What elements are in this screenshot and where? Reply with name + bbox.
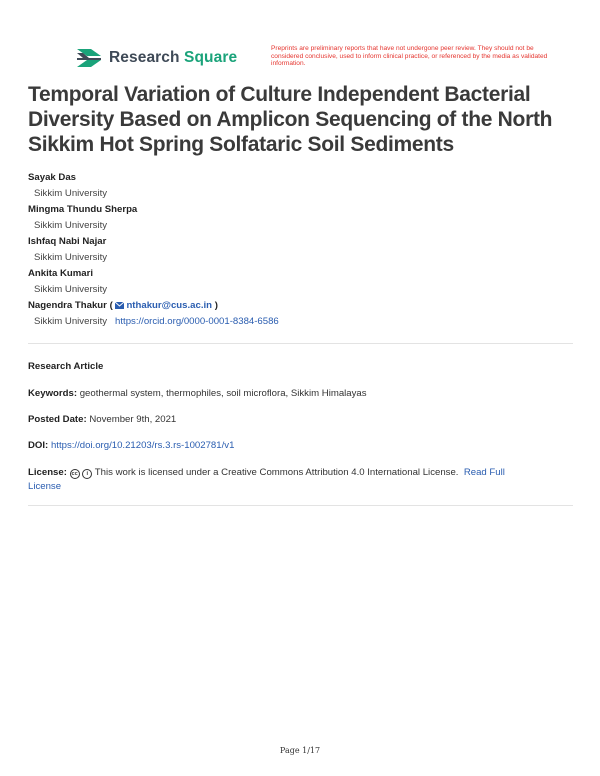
- keywords-label: Keywords:: [28, 388, 78, 399]
- keywords-value: geothermal system, thermophiles, soil microflora, Sikkim Himalayas: [79, 388, 367, 399]
- doi-line: [28, 439, 573, 453]
- author-affiliation: Sikkim University: [34, 252, 108, 263]
- author-name: Sayak Das: [28, 172, 77, 183]
- doi-link[interactable]: https://doi.org/10.21203/rs.3.rs-1002781/v1: [50, 440, 235, 451]
- posted-date-label: Posted Date:: [28, 414, 87, 425]
- article-type: Research Article: [28, 361, 104, 372]
- email-address: nthakur@cus.ac.in: [126, 300, 213, 311]
- license-label: License:: [28, 467, 67, 478]
- license-text: This work is licensed under a Creative Commons Attribution 4.0 International License.: [94, 467, 459, 478]
- corresponding-author-name-line: [28, 298, 573, 314]
- keywords-line: [28, 387, 573, 401]
- divider: [28, 505, 573, 506]
- page-header: [0, 40, 600, 80]
- paren-close: ): [212, 300, 218, 311]
- page-number: Page 1/17: [279, 746, 321, 755]
- mail-icon: [115, 302, 124, 309]
- research-square-logo[interactable]: [75, 47, 237, 69]
- author-entry: [28, 202, 573, 234]
- author-affiliation: Sikkim University: [34, 316, 108, 327]
- research-square-logo-icon: [75, 47, 103, 69]
- author-name: Ishfaq Nabi Najar: [28, 236, 107, 247]
- author-name: Mingma Thundu Sherpa: [28, 204, 138, 215]
- author-entry: [28, 170, 573, 202]
- posted-date-value: November 9th, 2021: [89, 414, 177, 425]
- preprint-notice: Preprints are preliminary reports that have not undergone peer review. They should not be considered conclusive, used to inform clinical practice, or referenced by the media as validated information.: [271, 45, 548, 68]
- author-list: [28, 170, 573, 330]
- orcid-link[interactable]: https://orcid.org/0000-0001-8384-6586: [115, 316, 279, 327]
- author-affiliation: Sikkim University: [34, 284, 108, 295]
- creative-commons-icon: cc: [71, 471, 78, 477]
- author-name: Nagendra Thakur: [28, 300, 107, 311]
- author-entry: [28, 266, 573, 298]
- attribution-icon: i: [82, 469, 92, 479]
- paren-open: (: [106, 300, 116, 311]
- author-affiliation: Sikkim University: [34, 220, 108, 231]
- divider: [28, 343, 573, 344]
- doi-label: DOI:: [28, 440, 49, 451]
- author-affiliation: Sikkim University: [34, 188, 108, 199]
- author-name: Ankita Kumari: [28, 268, 94, 279]
- logo-wordmark: Research Square: [109, 49, 238, 66]
- posted-date-line: [28, 413, 573, 427]
- author-entry: [28, 234, 573, 266]
- license-link[interactable]: Read Full License: [28, 467, 505, 492]
- email-link[interactable]: [115, 300, 212, 311]
- license-line: [28, 466, 573, 494]
- paper-title: Temporal Variation of Culture Independent Bacterial Diversity Based on Amplicon Sequencing of the North Sikkim Hot Spring Solfataric Soil Sediments: [28, 83, 553, 156]
- corresponding-affiliation-line: [28, 314, 573, 330]
- corresponding-author-entry: [28, 298, 573, 330]
